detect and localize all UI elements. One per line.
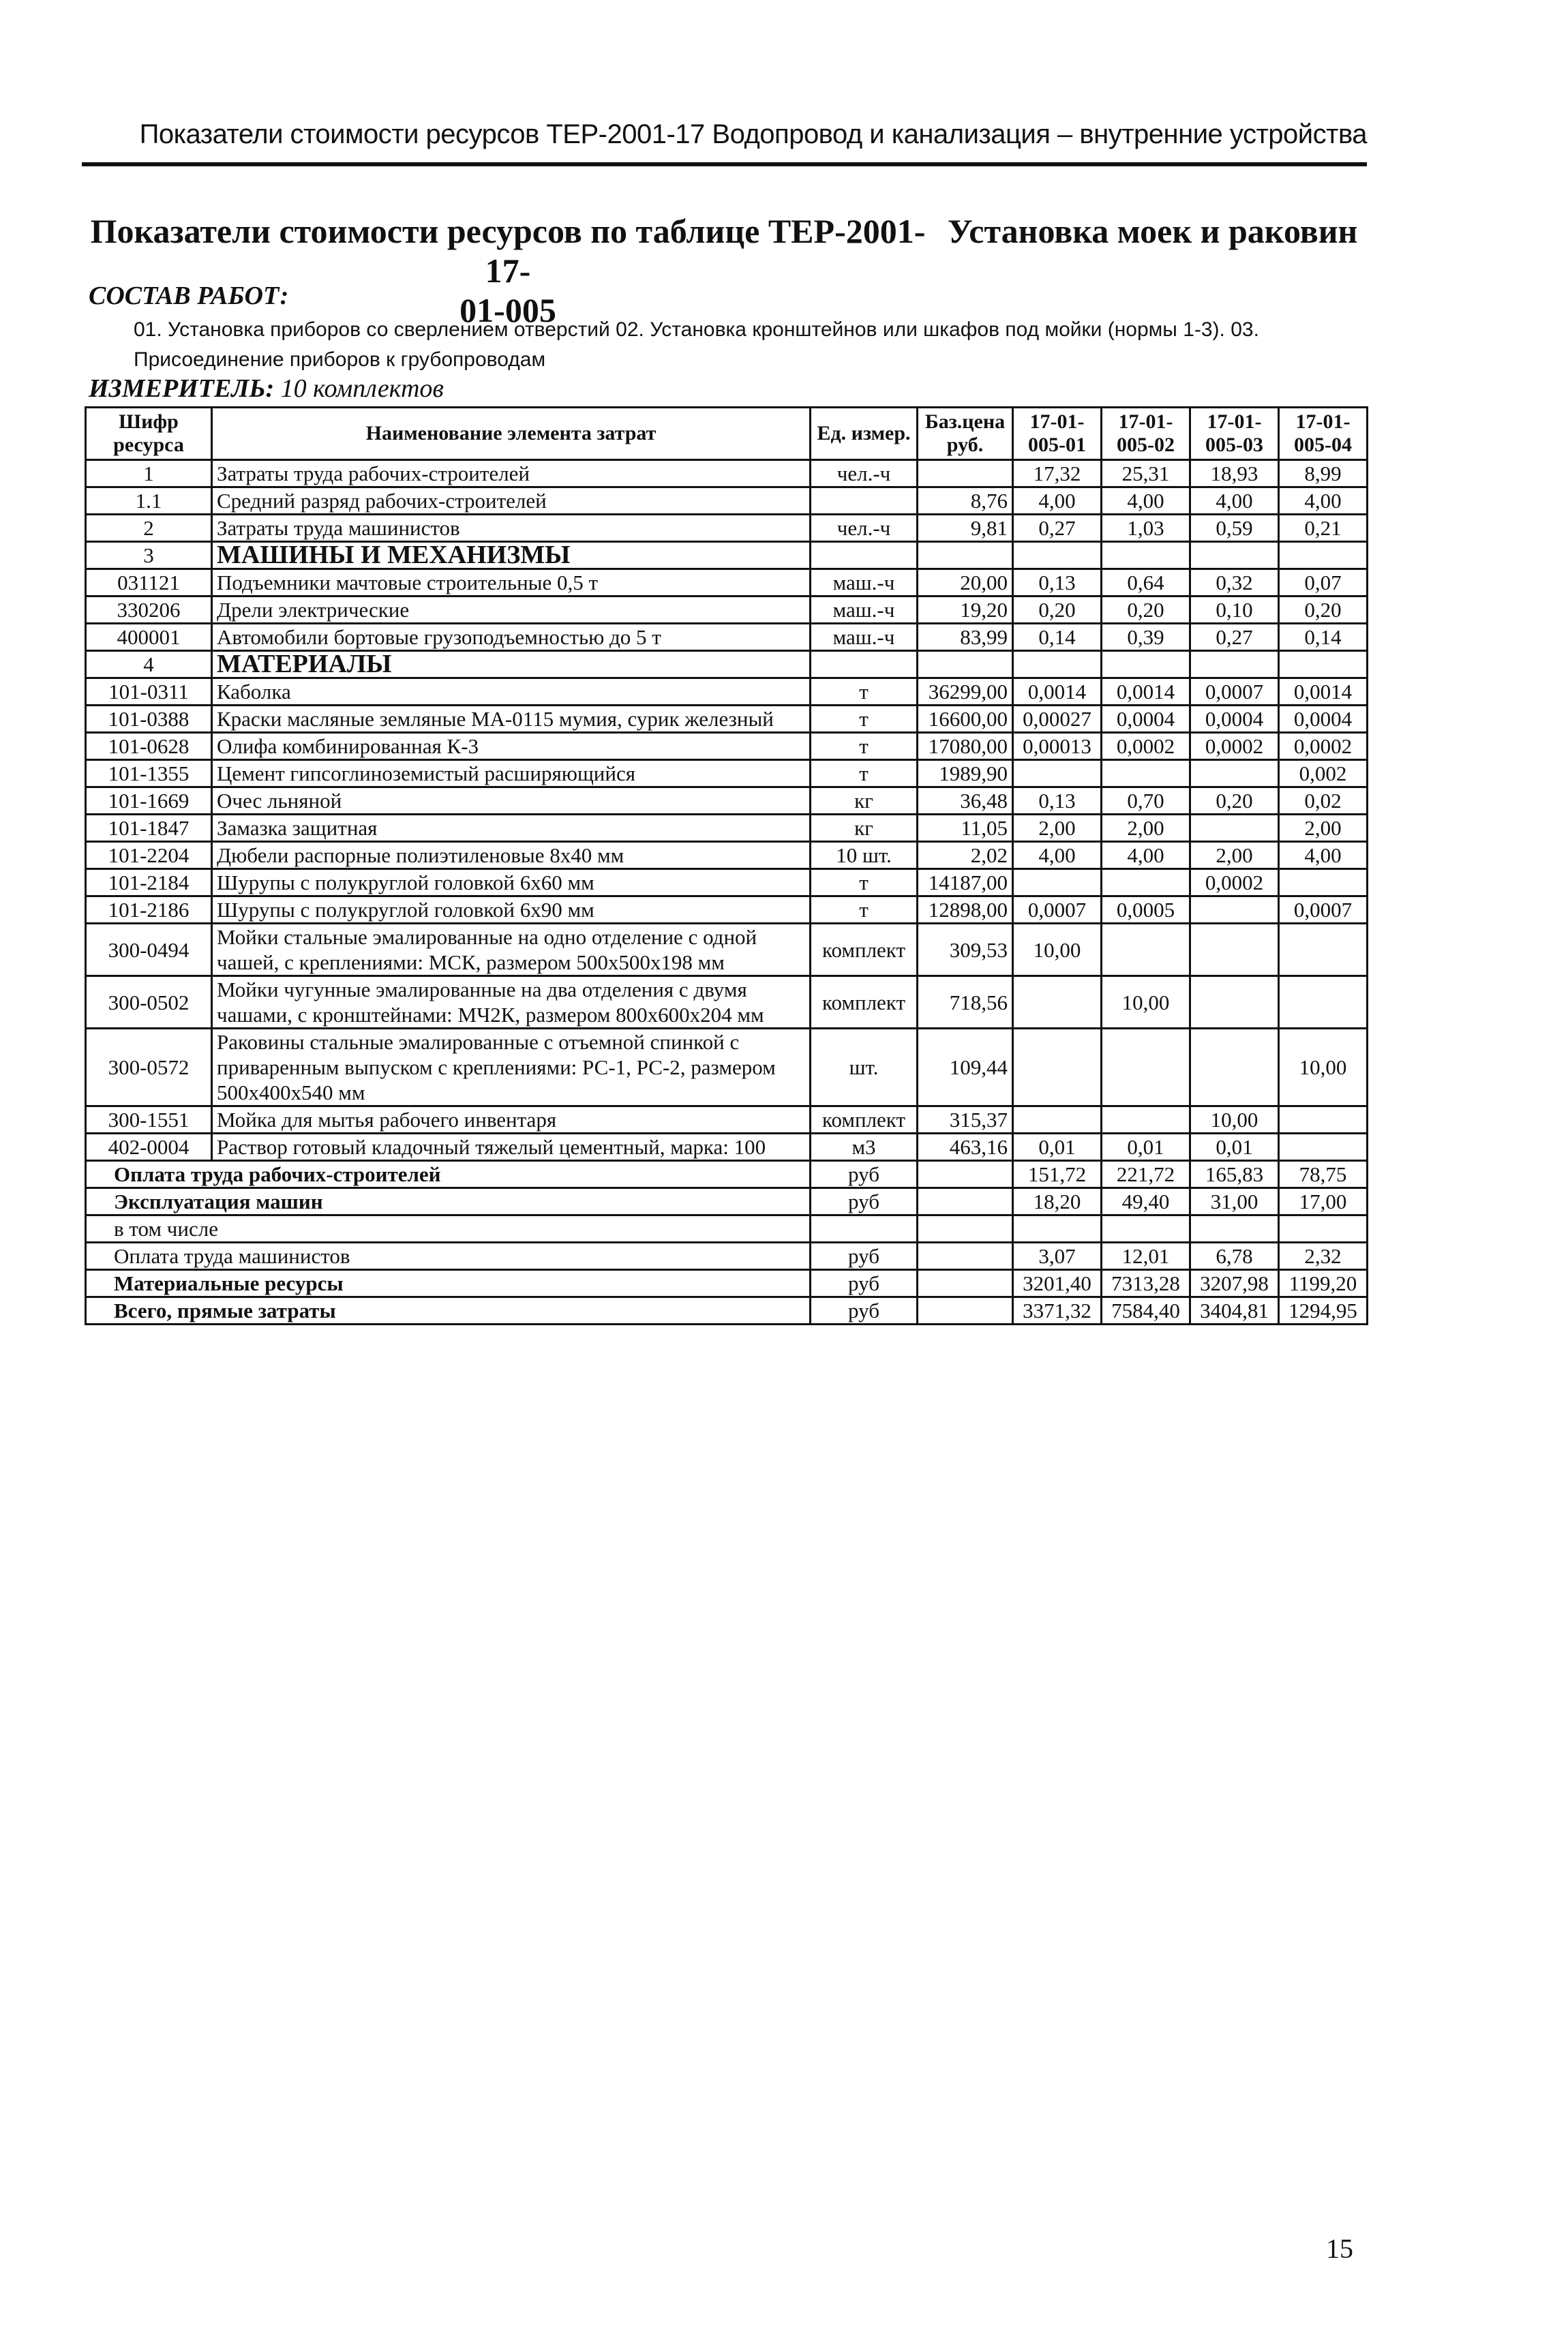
sostav-label: СОСТАВ РАБОТ: — [89, 282, 289, 310]
cell-name: Очес льняной — [212, 787, 811, 815]
cell-c2: 1,03 — [1102, 515, 1190, 542]
table-row — [86, 869, 1368, 896]
cell-name: МАШИНЫ И МЕХАНИЗМЫ — [212, 542, 811, 569]
cell-c4: 2,00 — [1279, 815, 1368, 842]
cell-unit — [811, 542, 918, 569]
cell-code: 101-1847 — [86, 815, 212, 842]
cell-name: Раковины стальные эмалированные с отъемной спинкой с приваренным выпуском с креплениями: РС-1, РС-2, размером 500х400х540 мм — [212, 1029, 811, 1106]
cell-c1: 0,01 — [1013, 1134, 1102, 1161]
meter-label: ИЗМЕРИТЕЛЬ: — [89, 374, 275, 403]
cell-name: Подъемники мачтовые строительные 0,5 т — [212, 569, 811, 596]
cell-c1 — [1013, 651, 1102, 678]
cell-c3: 4,00 — [1190, 487, 1279, 515]
table-row — [86, 924, 1368, 976]
cell-c2: 25,31 — [1102, 460, 1190, 487]
summary-price-empty — [918, 1188, 1013, 1215]
cell-price: 1989,90 — [918, 760, 1013, 787]
cell-price: 315,37 — [918, 1106, 1013, 1134]
cell-c1: 0,00013 — [1013, 733, 1102, 760]
cell-c4 — [1279, 651, 1368, 678]
summary-label: Оплата труда рабочих-строителей — [86, 1161, 811, 1188]
header-c4: 17-01-005-04 — [1279, 408, 1368, 460]
header-c3: 17-01-005-03 — [1190, 408, 1279, 460]
table-row — [86, 678, 1368, 706]
summary-unit: руб — [811, 1188, 918, 1215]
cell-name: МАТЕРИАЛЫ — [212, 651, 811, 678]
summary-c3: 3207,98 — [1190, 1270, 1279, 1297]
summary-c2: 7584,40 — [1102, 1297, 1190, 1325]
summary-c2: 12,01 — [1102, 1243, 1190, 1270]
cell-c1: 0,13 — [1013, 569, 1102, 596]
cell-c1 — [1013, 1106, 1102, 1134]
cell-c3: 0,0002 — [1190, 733, 1279, 760]
summary-label: в том числе — [86, 1215, 811, 1243]
cell-c1: 0,0014 — [1013, 678, 1102, 706]
cell-c2: 0,0004 — [1102, 706, 1190, 733]
table-row — [86, 842, 1368, 869]
cell-code: 101-2186 — [86, 896, 212, 924]
meter-value: 10 комплектов — [280, 374, 444, 403]
summary-row — [86, 1215, 1368, 1243]
cell-c3: 18,93 — [1190, 460, 1279, 487]
resource-table — [85, 406, 1368, 1325]
cell-c1: 0,27 — [1013, 515, 1102, 542]
cell-c2: 0,0002 — [1102, 733, 1190, 760]
cell-c3 — [1190, 815, 1279, 842]
table-row — [86, 569, 1368, 596]
summary-c3: 6,78 — [1190, 1243, 1279, 1270]
cell-unit: маш.-ч — [811, 624, 918, 651]
title-right: Установка моек и раковин — [948, 212, 1358, 250]
table-row — [86, 542, 1368, 569]
summary-c2: 7313,28 — [1102, 1270, 1190, 1297]
summary-unit: руб — [811, 1297, 918, 1325]
cell-c4: 4,00 — [1279, 487, 1368, 515]
cell-c1: 0,14 — [1013, 624, 1102, 651]
table-row — [86, 624, 1368, 651]
summary-c4: 2,32 — [1279, 1243, 1368, 1270]
cell-name: Затраты труда рабочих-строителей — [212, 460, 811, 487]
summary-unit: руб — [811, 1270, 918, 1297]
cell-c4: 0,21 — [1279, 515, 1368, 542]
cell-name: Средний разряд рабочих-строителей — [212, 487, 811, 515]
cell-c2 — [1102, 1029, 1190, 1106]
cell-code: 101-2184 — [86, 869, 212, 896]
cell-code: 2 — [86, 515, 212, 542]
summary-c4 — [1279, 1215, 1368, 1243]
cell-name: Мойки стальные эмалированные на одно отделение с одной чашей, с креплениями: МСК, размером 500х500х198 мм — [212, 924, 811, 976]
header-c2: 17-01-005-02 — [1102, 408, 1190, 460]
cell-c3 — [1190, 976, 1279, 1029]
cell-name: Цемент гипсоглиноземистый расширяющийся — [212, 760, 811, 787]
summary-row — [86, 1188, 1368, 1215]
cell-unit: кг — [811, 815, 918, 842]
cell-c4: 0,0002 — [1279, 733, 1368, 760]
table-row — [86, 760, 1368, 787]
cell-c3 — [1190, 651, 1279, 678]
cell-name: Автомобили бортовые грузоподъемностью до 5 т — [212, 624, 811, 651]
title-left — [89, 211, 927, 330]
cell-c1 — [1013, 1029, 1102, 1106]
cell-c4: 8,99 — [1279, 460, 1368, 487]
cell-unit: чел.-ч — [811, 460, 918, 487]
cell-c2: 10,00 — [1102, 976, 1190, 1029]
cell-unit: т — [811, 760, 918, 787]
cell-code: 101-0388 — [86, 706, 212, 733]
cell-price: 14187,00 — [918, 869, 1013, 896]
cell-c4: 0,20 — [1279, 596, 1368, 624]
cell-price: 8,76 — [918, 487, 1013, 515]
summary-c3: 3404,81 — [1190, 1297, 1279, 1325]
table-row — [86, 896, 1368, 924]
cell-price: 36,48 — [918, 787, 1013, 815]
summary-c3 — [1190, 1215, 1279, 1243]
summary-unit: руб — [811, 1243, 918, 1270]
cell-unit: т — [811, 733, 918, 760]
cell-c4: 0,07 — [1279, 569, 1368, 596]
cell-unit — [811, 487, 918, 515]
cell-unit: комплект — [811, 1106, 918, 1134]
cell-c3: 0,0007 — [1190, 678, 1279, 706]
summary-price-empty — [918, 1270, 1013, 1297]
cell-price: 11,05 — [918, 815, 1013, 842]
summary-price-empty — [918, 1243, 1013, 1270]
cell-name: Замазка защитная — [212, 815, 811, 842]
cell-code: 101-0311 — [86, 678, 212, 706]
cell-code: 300-0502 — [86, 976, 212, 1029]
summary-c4: 17,00 — [1279, 1188, 1368, 1215]
summary-c4: 1199,20 — [1279, 1270, 1368, 1297]
cell-code: 1.1 — [86, 487, 212, 515]
cell-code: 402-0004 — [86, 1134, 212, 1161]
summary-row — [86, 1243, 1368, 1270]
cell-price: 17080,00 — [918, 733, 1013, 760]
cell-c3 — [1190, 1029, 1279, 1106]
cell-c3 — [1190, 542, 1279, 569]
cell-code: 101-2204 — [86, 842, 212, 869]
cell-price: 109,44 — [918, 1029, 1013, 1106]
table-row — [86, 733, 1368, 760]
cell-unit: комплект — [811, 976, 918, 1029]
table-row — [86, 706, 1368, 733]
cell-c2 — [1102, 869, 1190, 896]
cell-code: 300-0572 — [86, 1029, 212, 1106]
cell-name: Шурупы с полукруглой головкой 6х60 мм — [212, 869, 811, 896]
cell-c3: 0,20 — [1190, 787, 1279, 815]
cell-code: 330206 — [86, 596, 212, 624]
cell-c3: 2,00 — [1190, 842, 1279, 869]
cell-c1: 4,00 — [1013, 487, 1102, 515]
table-row — [86, 815, 1368, 842]
summary-c4: 1294,95 — [1279, 1297, 1368, 1325]
cell-c3: 0,27 — [1190, 624, 1279, 651]
cell-c4 — [1279, 869, 1368, 896]
table-row — [86, 787, 1368, 815]
cell-price: 20,00 — [918, 569, 1013, 596]
cell-c3: 10,00 — [1190, 1106, 1279, 1134]
table-row — [86, 1029, 1368, 1106]
cell-c2 — [1102, 1106, 1190, 1134]
cell-name: Дюбели распорные полиэтиленовые 8х40 мм — [212, 842, 811, 869]
cell-name: Затраты труда машинистов — [212, 515, 811, 542]
cell-c3: 0,0004 — [1190, 706, 1279, 733]
table-header-row — [86, 408, 1368, 460]
cell-c4 — [1279, 1134, 1368, 1161]
cell-unit: т — [811, 706, 918, 733]
cell-price — [918, 651, 1013, 678]
cell-c3 — [1190, 760, 1279, 787]
summary-row — [86, 1161, 1368, 1188]
work-description: 01. Установка приборов со сверлением отверстий 02. Установка кронштейнов или шкафов под мойки (нормы 1-3). 03. Присоединение приборов к грубопроводам — [134, 318, 1259, 371]
cell-c2: 0,0005 — [1102, 896, 1190, 924]
cell-price: 718,56 — [918, 976, 1013, 1029]
summary-c1: 3201,40 — [1013, 1270, 1102, 1297]
cell-c1 — [1013, 542, 1102, 569]
cell-c4 — [1279, 924, 1368, 976]
cell-c4 — [1279, 1106, 1368, 1134]
cell-c4 — [1279, 542, 1368, 569]
cell-c4 — [1279, 976, 1368, 1029]
cell-c3: 0,59 — [1190, 515, 1279, 542]
cell-c3: 0,0002 — [1190, 869, 1279, 896]
cell-code: 1 — [86, 460, 212, 487]
cell-c3 — [1190, 924, 1279, 976]
cell-code: 101-1669 — [86, 787, 212, 815]
cell-unit: м3 — [811, 1134, 918, 1161]
summary-label: Всего, прямые затраты — [86, 1297, 811, 1325]
cell-name: Краски масляные земляные МА-0115 мумия, сурик железный — [212, 706, 811, 733]
cell-price: 83,99 — [918, 624, 1013, 651]
summary-c1: 151,72 — [1013, 1161, 1102, 1188]
cell-c1 — [1013, 760, 1102, 787]
cell-c2: 0,39 — [1102, 624, 1190, 651]
table-row — [86, 651, 1368, 678]
cell-code: 400001 — [86, 624, 212, 651]
cell-unit: маш.-ч — [811, 596, 918, 624]
meter-line — [89, 374, 444, 404]
cell-c2 — [1102, 542, 1190, 569]
summary-price-empty — [918, 1297, 1013, 1325]
summary-c1: 18,20 — [1013, 1188, 1102, 1215]
header-price: Баз.цена руб. — [918, 408, 1013, 460]
cell-unit: комплект — [811, 924, 918, 976]
table-row — [86, 976, 1368, 1029]
cell-price: 19,20 — [918, 596, 1013, 624]
cell-unit: шт. — [811, 1029, 918, 1106]
cell-name: Мойка для мытья рабочего инвентаря — [212, 1106, 811, 1134]
cell-c2: 0,70 — [1102, 787, 1190, 815]
cell-c2: 0,0014 — [1102, 678, 1190, 706]
cell-price: 463,16 — [918, 1134, 1013, 1161]
cell-c4: 0,0004 — [1279, 706, 1368, 733]
cell-c3: 0,32 — [1190, 569, 1279, 596]
cell-c2: 0,20 — [1102, 596, 1190, 624]
cell-c3 — [1190, 896, 1279, 924]
summary-price-empty — [918, 1215, 1013, 1243]
cell-c1 — [1013, 976, 1102, 1029]
cell-c4: 0,0014 — [1279, 678, 1368, 706]
cell-price: 309,53 — [918, 924, 1013, 976]
header-name: Наименование элемента затрат — [212, 408, 811, 460]
cell-name: Олифа комбинированная К-3 — [212, 733, 811, 760]
summary-label: Оплата труда машинистов — [86, 1243, 811, 1270]
cell-c2: 0,64 — [1102, 569, 1190, 596]
summary-price-empty — [918, 1161, 1013, 1188]
cell-name: Мойки чугунные эмалированные на два отделения с двумя чашами, с кронштейнами: МЧ2К, размером 800х600х204 мм — [212, 976, 811, 1029]
header-code: Шифр ресурса — [86, 408, 212, 460]
table-row — [86, 1106, 1368, 1134]
summary-c1 — [1013, 1215, 1102, 1243]
cell-code: 300-0494 — [86, 924, 212, 976]
cell-name: Дрели электрические — [212, 596, 811, 624]
table-row — [86, 460, 1368, 487]
page-number: 15 — [1326, 2233, 1353, 2264]
header-c1: 17-01-005-01 — [1013, 408, 1102, 460]
cell-c2 — [1102, 760, 1190, 787]
cell-unit: кг — [811, 787, 918, 815]
cell-c1: 2,00 — [1013, 815, 1102, 842]
cell-c1: 10,00 — [1013, 924, 1102, 976]
cell-name: Каболка — [212, 678, 811, 706]
cell-c4: 4,00 — [1279, 842, 1368, 869]
table-row — [86, 487, 1368, 515]
cell-price — [918, 542, 1013, 569]
summary-label: Материальные ресурсы — [86, 1270, 811, 1297]
cell-c2: 0,01 — [1102, 1134, 1190, 1161]
cell-c4: 0,0007 — [1279, 896, 1368, 924]
cell-unit: т — [811, 869, 918, 896]
cell-c2: 4,00 — [1102, 842, 1190, 869]
cell-c1: 0,13 — [1013, 787, 1102, 815]
cell-c1: 4,00 — [1013, 842, 1102, 869]
cell-price: 9,81 — [918, 515, 1013, 542]
cell-c2 — [1102, 651, 1190, 678]
table-row — [86, 1134, 1368, 1161]
table-row — [86, 515, 1368, 542]
cell-code: 031121 — [86, 569, 212, 596]
summary-unit: руб — [811, 1161, 918, 1188]
cell-price: 12898,00 — [918, 896, 1013, 924]
cell-price — [918, 460, 1013, 487]
cell-code: 4 — [86, 651, 212, 678]
cell-c1: 0,00027 — [1013, 706, 1102, 733]
cell-code: 300-1551 — [86, 1106, 212, 1134]
summary-row — [86, 1297, 1368, 1325]
cell-c3: 0,01 — [1190, 1134, 1279, 1161]
table-body — [86, 460, 1368, 1325]
cell-c4: 0,14 — [1279, 624, 1368, 651]
cell-c2 — [1102, 924, 1190, 976]
cell-c3: 0,10 — [1190, 596, 1279, 624]
cell-code: 3 — [86, 542, 212, 569]
cell-unit: чел.-ч — [811, 515, 918, 542]
cell-c4: 0,002 — [1279, 760, 1368, 787]
cell-c2: 4,00 — [1102, 487, 1190, 515]
cell-name: Раствор готовый кладочный тяжелый цементный, марка: 100 — [212, 1134, 811, 1161]
cell-code: 101-0628 — [86, 733, 212, 760]
summary-c3: 31,00 — [1190, 1188, 1279, 1215]
cell-unit — [811, 651, 918, 678]
cell-c1: 0,20 — [1013, 596, 1102, 624]
summary-c1: 3,07 — [1013, 1243, 1102, 1270]
title-line-2: 01-005 — [459, 291, 556, 329]
running-header: Показатели стоимости ресурсов ТЕР-2001-17 Водопровод и канализация – внутренние устройства — [139, 119, 1367, 149]
summary-c1: 3371,32 — [1013, 1297, 1102, 1325]
cell-unit: т — [811, 896, 918, 924]
summary-label: Эксплуатация машин — [86, 1188, 811, 1215]
cell-name: Шурупы с полукруглой головкой 6х90 мм — [212, 896, 811, 924]
cell-price: 16600,00 — [918, 706, 1013, 733]
summary-c4: 78,75 — [1279, 1161, 1368, 1188]
cell-price: 2,02 — [918, 842, 1013, 869]
cell-c1: 17,32 — [1013, 460, 1102, 487]
cell-c4: 0,02 — [1279, 787, 1368, 815]
cell-price: 36299,00 — [918, 678, 1013, 706]
header-rule — [82, 162, 1367, 166]
title-line-1: Показатели стоимости ресурсов по таблице ТЕР-2001-17- — [90, 212, 926, 290]
cell-c2: 2,00 — [1102, 815, 1190, 842]
summary-row — [86, 1270, 1368, 1297]
cell-unit: 10 шт. — [811, 842, 918, 869]
summary-c2: 221,72 — [1102, 1161, 1190, 1188]
cell-c1 — [1013, 869, 1102, 896]
cell-unit: маш.-ч — [811, 569, 918, 596]
summary-c2 — [1102, 1215, 1190, 1243]
cell-unit: т — [811, 678, 918, 706]
cell-code: 101-1355 — [86, 760, 212, 787]
cell-c4: 10,00 — [1279, 1029, 1368, 1106]
table-row — [86, 596, 1368, 624]
summary-c2: 49,40 — [1102, 1188, 1190, 1215]
summary-unit — [811, 1215, 918, 1243]
cell-c1: 0,0007 — [1013, 896, 1102, 924]
summary-c3: 165,83 — [1190, 1161, 1279, 1188]
header-unit: Ед. измер. — [811, 408, 918, 460]
